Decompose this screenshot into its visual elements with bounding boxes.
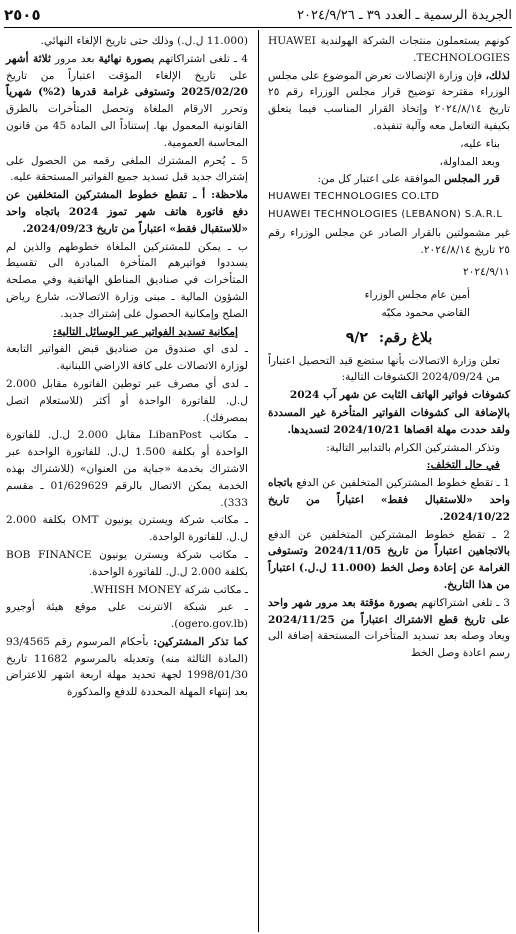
paragraph-text: الموافقة على اعتبار كل من: xyxy=(317,173,445,186)
list-item xyxy=(6,51,248,152)
item-bold: بالاتجاهين اعتباراً من تاريخ 2024/11/05 وتستوفى الغرامة عن إعادة وصل الخط (11.000 ل.ل.) اعتباراً من هذا التاريخ. xyxy=(268,545,510,591)
item-text: 2 ـ تقطع خطوط المشتركين المتخلفين عن الدفع xyxy=(268,528,510,541)
paragraph: بناء عليه، xyxy=(460,137,500,150)
gazette-title: الجريدة الرسمية ـ العدد ٣٩ ـ ٢٠٢٤/٩/٢٦ xyxy=(297,8,512,23)
paragraph: كشوفات فواتير الهاتف الثابت عن شهر آب 2024 xyxy=(289,389,510,402)
item-bold: ثلاثة أشهر xyxy=(6,52,51,65)
item-bold: بصورة مؤقتة بعد مرور شهر واحد على تاريخ قطع الاشتراك اعتباراً من 2024/11/25 xyxy=(268,596,510,626)
paragraph: غير مشمولتين بالقرار الصادر عن مجلس الوزراء رقم ٢٥ تاريخ ٢٠٢٤/٨/١٤. xyxy=(268,226,510,256)
right-column xyxy=(268,33,510,663)
signature-title: أمين عام مجلس الوزراء xyxy=(364,289,470,302)
item-text: 1 ـ تقطع خطوط المشتركين المتخلفين عن الدفع xyxy=(292,477,510,490)
notice-number: ٩/٢ xyxy=(345,329,368,346)
bold-lead: قرر المجلس xyxy=(444,173,500,186)
paragraph xyxy=(268,68,510,135)
paragraph-text: فإن وزارة الإتصالات تعرض الموضوع على مجلس الوزراء مقترحة توضيح قرار مجلس الوزراء رقم ٢٥ تاريخ ٢٠٢٤/٨/١٤ وإتخاذ القرار المناسب فيما يتعلق بكيفية التعامل معه وآلية تنفيذه. xyxy=(268,69,510,132)
payment-method: ـ مكاتب شركة ويسترن يونيون OMT بكلفة 2.000 ل.ل. للفاتورة الواحدة. xyxy=(6,514,248,544)
company-name: HUAWEI TECHNOLOGIES (LEBANON) S.A.R.L xyxy=(268,208,503,220)
paragraph: بالإضافة الى كشوفات الفواتير المتأخرة غير المسددة ولقد حددت مهلة اقصاها 2024/10/21 لتسديدها. xyxy=(268,406,510,436)
paragraph: تعلن وزارة الاتصالات بأنها ستضع قيد التحصيل اعتباراً من 2024/09/24 الكشوفات التالية: xyxy=(268,354,500,384)
note-paragraph: ملاحظة: أ ـ تقطع خطوط المشتركين المتخلفين عن دفع فاتورة هاتف شهر تموز 2024 باتجاه واحد «للاستقبال فقط» اعتباراً من تاريخ 2024/09/23. xyxy=(6,189,248,235)
decision-date: ٢٠٢٤/٩/١١ xyxy=(463,266,510,279)
bold-lead: كما تذكر المشتركين: xyxy=(153,635,248,648)
page-header xyxy=(4,6,512,28)
subheading: إمكانية تسديد الفواتير عبر الوسائل التالية: xyxy=(52,325,238,338)
notice-label: بلاغ رقم: xyxy=(378,329,433,346)
payment-method: ـ مكاتب شركة WHISH MONEY. xyxy=(90,583,248,596)
item-text: وتحرر الارقام الملغاة وتحصل المتأخرات بالطرق القانونية المعمول بها. إستناداً الى المادة 45 من قانون المحاسبة العمومية. xyxy=(6,103,248,149)
notice-heading xyxy=(268,330,510,347)
item-bold: بصورة نهائية xyxy=(98,52,155,65)
paragraph: كونهم يستعملون منتجات الشركة الهولندية HUAWEI TECHNOLOGIES. xyxy=(268,35,510,64)
subheading: في حال التخلف: xyxy=(426,459,500,472)
paragraph xyxy=(268,171,510,188)
payment-method: ـ مكاتب LibanPost مقابل 2.000 ل.ل. للفاتورة الواحدة أو بكلفة 1.500 ل.ل. للفاتورة الواحدة عبر الاشتراك بخدمة «جباية من العنوان» (للاشتراك بهذه الخدمة يمكن الاتصال بالرقم 01/629629 ـ مقسم 333). xyxy=(6,429,248,509)
payment-method: ـ لدى أي مصرف عبر توطين الفاتورة مقابل 2.000 ل.ل. للفاتورة الواحدة أو أكثر (للاستعلام اتصل بمصرفك). xyxy=(6,377,248,424)
list-item xyxy=(268,527,510,594)
signature-name: القاضي محمود مكيّه xyxy=(381,306,470,319)
paragraph xyxy=(6,634,248,701)
paragraph: (11.000 ل.ل.) وذلك حتى تاريخ الإلغاء النهائي. xyxy=(40,35,248,47)
paragraph: وبعد المداولة، xyxy=(439,155,500,168)
item-text: بعد مرور xyxy=(50,52,99,65)
bold-lead: لذلك، xyxy=(485,69,510,82)
paragraph-text: بأحكام المرسوم رقم 93/4565 (المادة الثالثة منه) وتعديله بالمرسوم 11682 تاريخ 1998/01/30 لجهة تحديد مهلة اربعة اشهر للاعتراض بعد إنتهاء المهلة المحددة للدفع والمذكورة xyxy=(6,635,248,699)
item-text: 3 ـ تلغى اشتراكاتهم xyxy=(417,596,510,609)
item-text: ويعاد وصله بعد تسديد المتأخرات المستحقة إضافة الى رسم اعادة وصل الخط xyxy=(268,630,510,660)
payment-method: ـ عبر شبكة الانترنت على موقع هيئة أوجيرو (ogero.gov.lb). xyxy=(6,601,248,631)
list-item xyxy=(268,595,510,662)
item-text: 4 ـ تلغى اشتراكاتهم xyxy=(154,52,248,65)
item-text: على تاريخ الإلغاء المؤقت اعتباراً من تاريخ xyxy=(6,69,248,82)
header-rule xyxy=(4,27,512,28)
item-bold: باتجاه واحد «للاستقبال فقط» اعتباراً من تاريخ 2024/10/22. xyxy=(268,477,510,523)
payment-method: ـ لدى اي صندوق من صناديق قبض الفواتير التابعة لوزارة الاتصالات على كافة الاراضي اللبنانية. xyxy=(6,343,248,373)
list-item: 5 ـ يُحرم المشترك الملغى رقمه من الحصول على إشتراك جديد قبل تسديد جميع الفواتير المستحقة عليه. xyxy=(6,154,248,184)
list-item xyxy=(268,475,510,525)
paragraph: وتذكر المشتركين الكرام بالتدابير التالية: xyxy=(326,441,500,454)
note-paragraph: ب ـ يمكن للمشتركين الملغاة خطوطهم والذين لم يسددوا فواتيرهم المتأخرة المبادرة الى تقسيط المتأخرات في صناديق المناطق الهاتفية وفي مصلحة الشؤون المالية ـ مبنى وزارة الاتصالات، شارع رياض الصلح وإمكانية الحصول على إشتراك جديد. xyxy=(6,240,248,320)
column-divider xyxy=(258,30,259,932)
page-number: ٢٥٠٥ xyxy=(4,6,41,24)
left-column xyxy=(6,33,248,702)
payment-method: ـ مكاتب شركة ويسترن يونيون BOB FINANCE بكلفة 2.000 ل.ل. للفاتورة الواحدة. xyxy=(6,548,248,578)
company-name: HUAWEI TECHNOLOGIES CO.LTD xyxy=(268,191,440,203)
item-bold: 2025/02/20 وتستوفى غرامة قدرها (2%) شهرياً xyxy=(6,86,248,99)
